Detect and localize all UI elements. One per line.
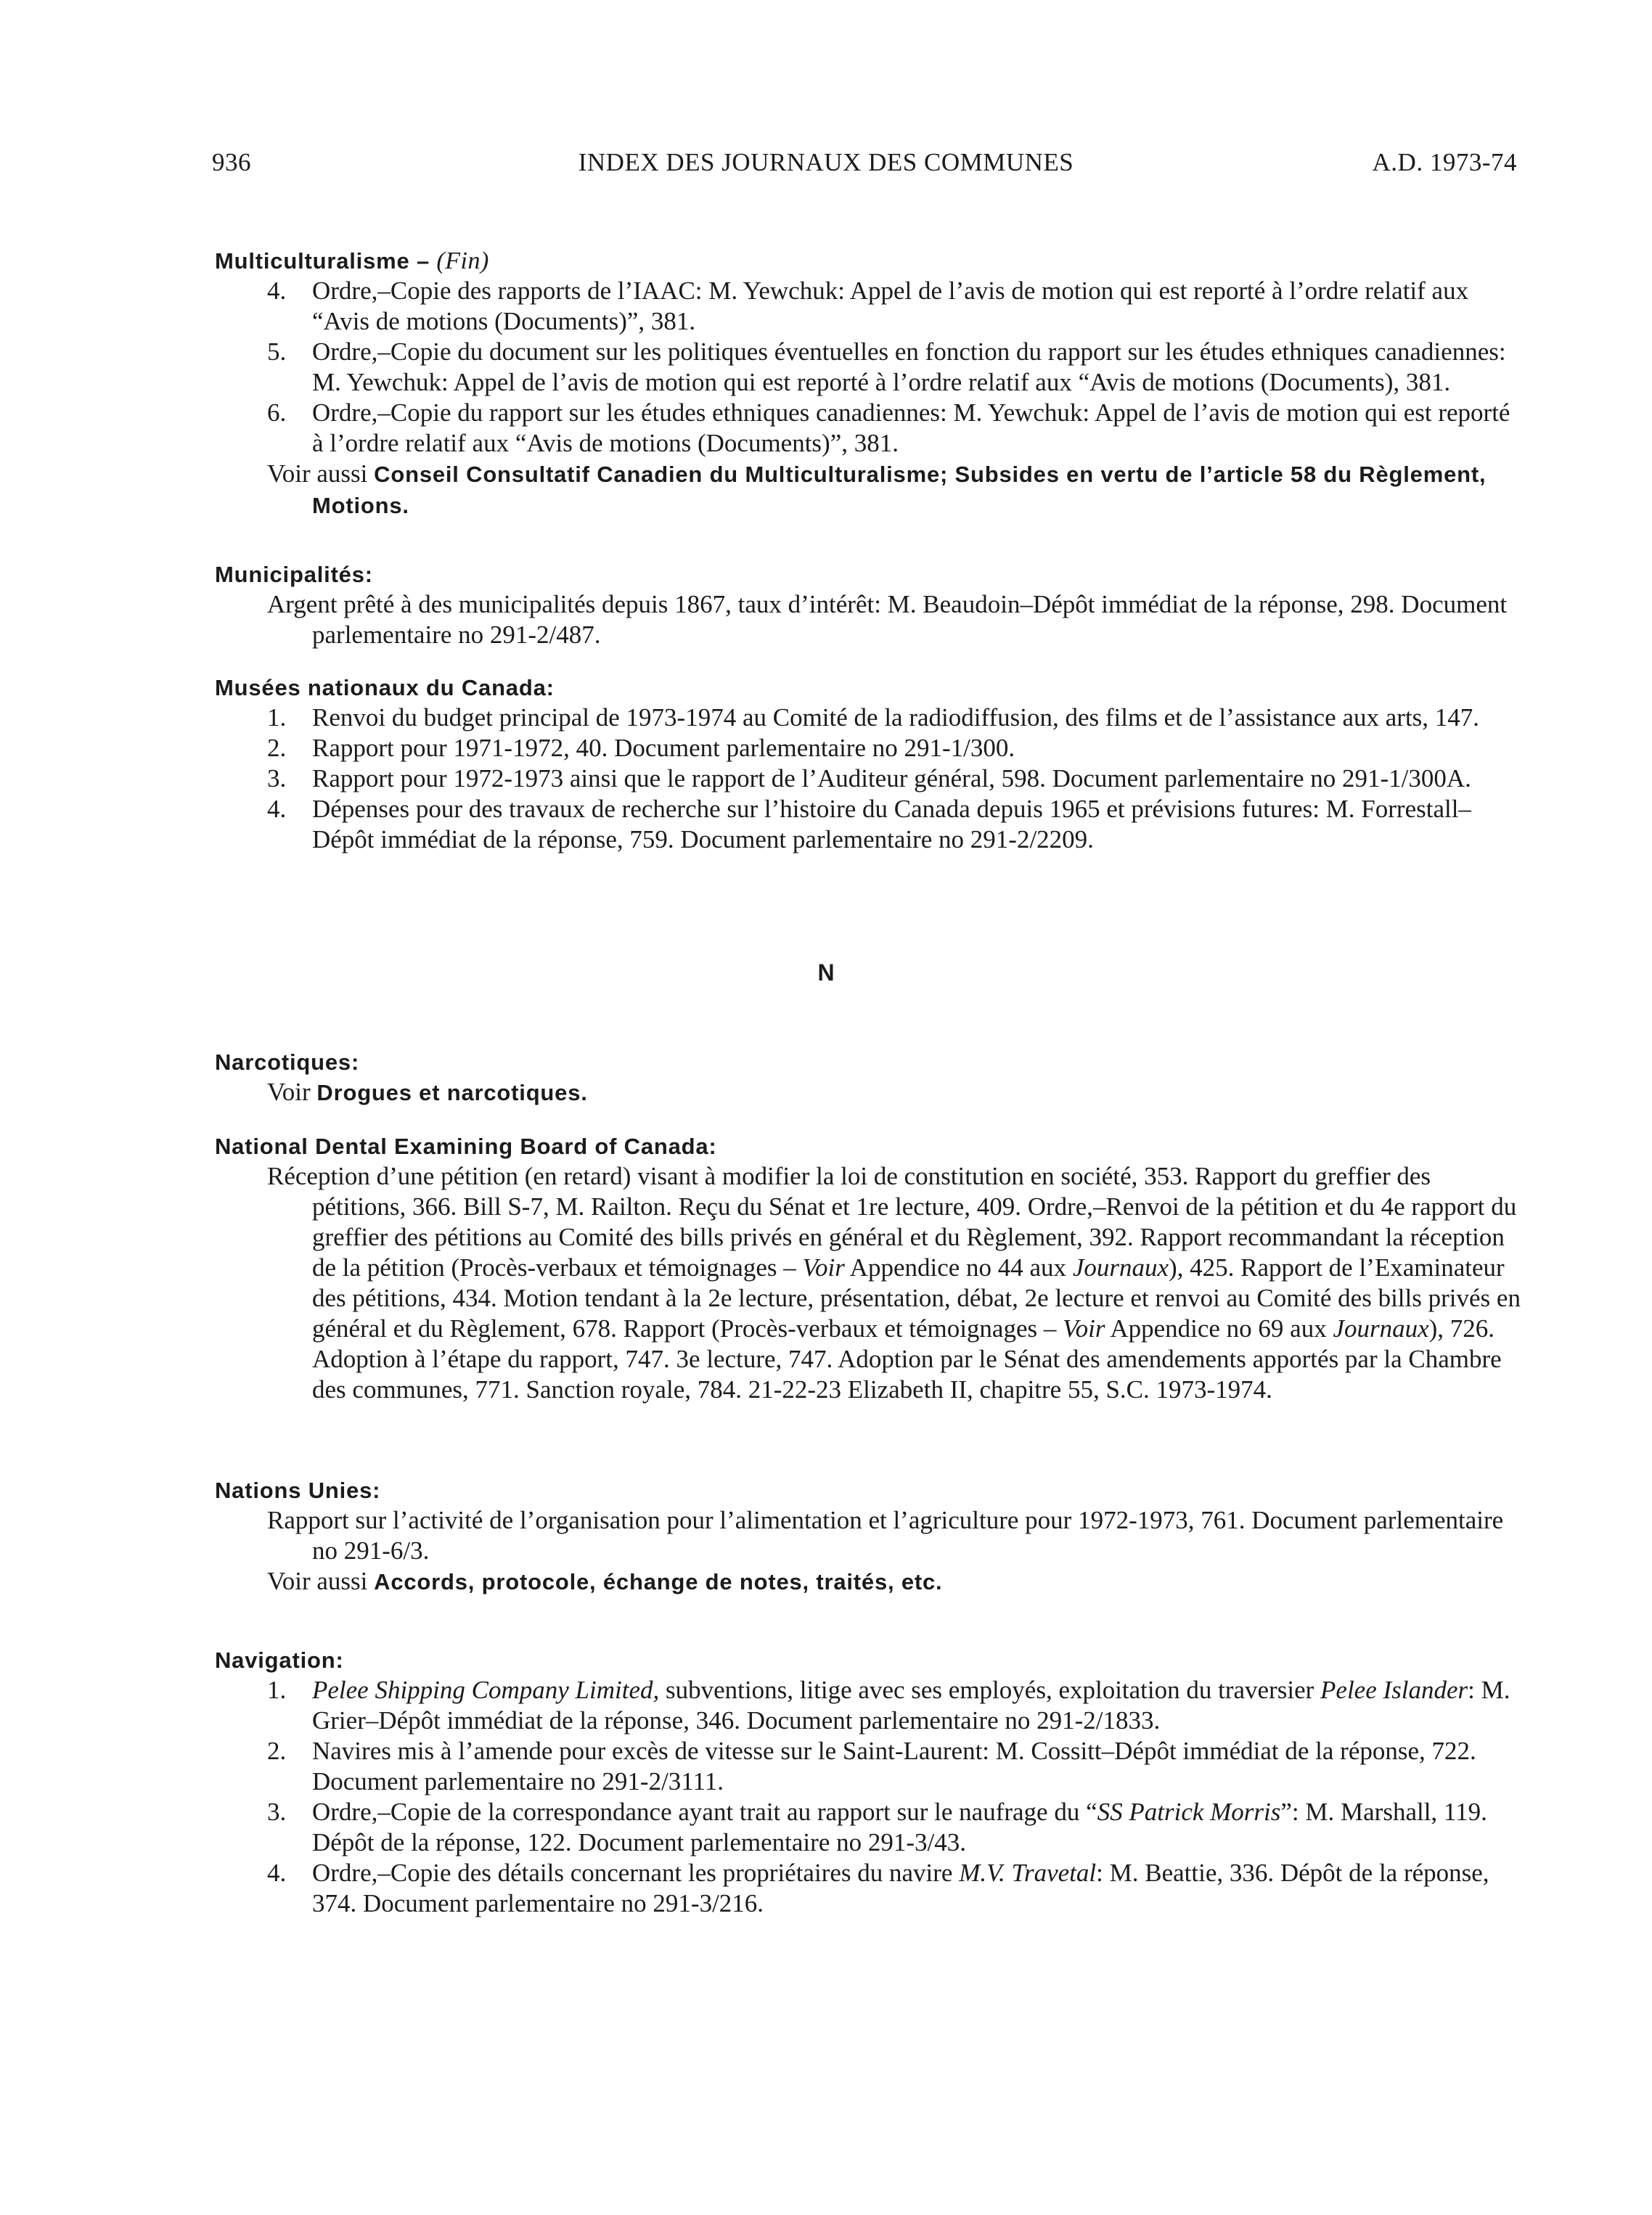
- list-item: 2. Rapport pour 1971-1972, 40. Document parlementaire no 291-1/300.: [267, 734, 1015, 762]
- list-item: 2. Navires mis à l’amende pour excès de vitesse sur le Saint-Laurent: M. Cossitt–Dépôt immédiat de la réponse, 722. Document parlementaire no 291-2/3111.: [267, 1737, 1476, 1796]
- section-heading: Nations Unies:: [215, 1478, 381, 1503]
- see-also: Voir aussi Conseil Consultatif Canadien du Multiculturalisme; Subsides en vertu de l’article 58 du Règlement, Motions.: [267, 459, 1487, 518]
- section-musees: [215, 673, 1521, 855]
- section-heading: Narcotiques:: [215, 1049, 360, 1075]
- see-also-ref: Drogues et narcotiques.: [316, 1080, 588, 1105]
- section-multiculturalisme: [215, 247, 1521, 521]
- see-also-ref: Accords, protocole, échange de notes, traités, etc.: [374, 1569, 943, 1594]
- list-item: 1. Renvoi du budget principal de 1973-1974 au Comité de la radiodiffusion, des films et de l’assistance aux arts, 147.: [267, 703, 1480, 732]
- list-item: 6. Ordre,–Copie du rapport sur les études ethniques canadiennes: M. Yewchuk: Appel de l’avis de motion qui est reporté à l’ordre relatif aux “Avis de motions (Documents)”, 381.: [267, 398, 1510, 457]
- section-municipalites: [215, 560, 1521, 650]
- section-heading: Musées nationaux du Canada:: [215, 675, 555, 700]
- see-also-ref: Conseil Consultatif Canadien du Multiculturalisme; Subsides en vertu de l’article 58 du Règlement, Motions.: [312, 462, 1487, 518]
- list-item: 4. Dépenses pour des travaux de recherche sur l’histoire du Canada depuis 1965 et prévisions futures: M. Forrestall–Dépôt immédiat de la réponse, 759. Document parlementaire no 291-2/2209.: [267, 795, 1471, 853]
- section-heading: Navigation:: [215, 1647, 344, 1673]
- see-also: Voir Drogues et narcotiques.: [267, 1078, 588, 1106]
- entry-text: Argent prêté à des municipalités depuis 1867, taux d’intérêt: M. Beaudoin–Dépôt immédiat de la réponse, 298. Document parlementaire no 291-2/487.: [267, 590, 1508, 649]
- section-narcotiques: [215, 1048, 1521, 1108]
- list-item: 4. Ordre,–Copie des détails concernant les propriétaires du navire M.V. Travetal: M. Beattie, 336. Dépôt de la réponse, 374. Document parlementaire no 291-3/216.: [267, 1859, 1489, 1917]
- section-heading: Municipalités:: [215, 562, 373, 587]
- section-heading: Multiculturalisme – (Fin): [215, 247, 489, 274]
- page-header-date: A.D. 1973-74: [1372, 148, 1517, 176]
- entry-text: Réception d’une pétition (en retard) visant à modifier la loi de constitution en société, 353. Rapport du greffier des pétitions, 366. Bill S-7, M. Railton. Reçu du Sénat et 1re lecture, 409. Ordre,–Renvoi de la pétition et du 4e rapport du greffier des pétitions au Comité des bills privés en général et du Règlement, 392. Rapport recommandant la réception de la pétition (Procès-verbaux et témoignages – Voir Appendice no 44 aux Journaux), 425. Rapport de l’Examinateur des pétitions, 434. Motion tendant à la 2e lecture, présentation, débat, 2e lecture et renvoi au Comité des bills privés en général et du Règlement, 678. Rapport (Procès-verbaux et témoignages – Voir Appendice no 69 aux Journaux), 726. Adoption à l’étape du rapport, 747. 3e lecture, 747. Adoption par le Sénat des amendements apportés par la Chambre des communes, 771. Sanction royale, 784. 21-22-23 Elizabeth II, chapitre 55, S.C. 1973-1974.: [267, 1162, 1521, 1404]
- page-header-title: INDEX DES JOURNAUX DES COMMUNES: [578, 148, 1074, 176]
- section-nations-unies: [215, 1476, 1521, 1597]
- section-letter: N: [817, 959, 835, 986]
- list-item: 3. Ordre,–Copie de la correspondance ayant trait au rapport sur le naufrage du “SS Patrick Morris”: M. Marshall, 119. Dépôt de la réponse, 122. Document parlementaire no 291-3/43.: [267, 1798, 1487, 1856]
- section-national-dental: [215, 1132, 1521, 1405]
- entry-text: Rapport sur l’activité de l’organisation pour l’alimentation et l’agriculture pour 1972-1973, 761. Document parlementaire no 291-6/3.: [267, 1506, 1504, 1565]
- list-item: 5. Ordre,–Copie du document sur les politiques éventuelles en fonction du rapport sur les études ethniques canadiennes: M. Yewchuk: Appel de l’avis de motion qui est reporté à l’ordre relatif aux “Avis de motions (Documents), 381.: [267, 337, 1506, 396]
- see-also: Voir aussi Accords, protocole, échange de notes, traités, etc.: [267, 1567, 943, 1595]
- list-item: 1. Pelee Shipping Company Limited, subventions, litige avec ses employés, exploitation du traversier Pelee Islander: M. Grier–Dépôt immédiat de la réponse, 346. Document parlementaire no 291-2/1833.: [267, 1676, 1510, 1735]
- list-item: 3. Rapport pour 1972-1973 ainsi que le rapport de l’Auditeur général, 598. Document parlementaire no 291-1/300A.: [267, 764, 1471, 793]
- section-navigation: [215, 1646, 1521, 1919]
- section-heading: National Dental Examining Board of Canada:: [215, 1134, 717, 1159]
- heading-fin: (Fin): [436, 247, 489, 274]
- page-number: 936: [212, 148, 251, 176]
- list-item: 4. Ordre,–Copie des rapports de l’IAAC: M. Yewchuk: Appel de l’avis de motion qui est reporté à l’ordre relatif aux “Avis de motions (Documents)”, 381.: [267, 277, 1469, 335]
